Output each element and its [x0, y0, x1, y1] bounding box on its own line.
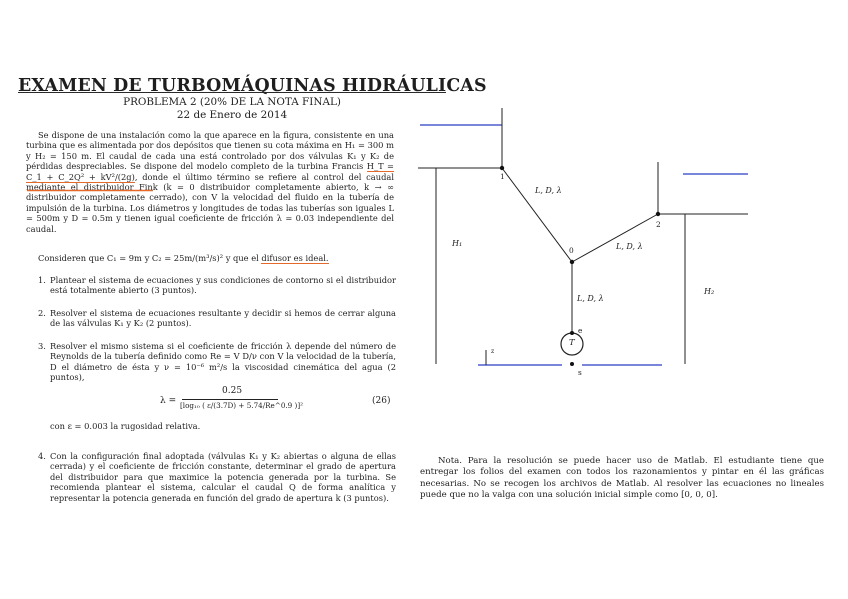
node-0-label: 0 [569, 246, 574, 255]
node-0-dot [570, 260, 574, 264]
question-text: Plantear el sistema de ecuaciones y sus condiciones de contorno si el distribuidor está totalmente abierto (3 puntos). [50, 275, 396, 296]
pipe-2-label: L, D, λ [616, 242, 643, 251]
h2-label: H₂ [704, 287, 715, 296]
node-2-label: 2 [656, 220, 661, 229]
node-s-label: s [578, 368, 582, 377]
roughness-line: con ε = 0.003 la rugosidad relativa. [50, 421, 201, 431]
equation-lhs: λ = [160, 396, 177, 406]
z-axis-label: z [491, 348, 495, 355]
question-number: 4. [38, 451, 46, 461]
matlab-note: Nota. Para la resolución se puede hacer uso de Matlab. El estudiante tiene que entregar los folios del examen con todos los razonamientos y pintar en él las gráficas necesarias. No se recogen los archivos de Matlab. Al resolver las ecuaciones no lineales puede que no la valga con una solución inicial simple como [0, 0, 0]. [420, 456, 824, 501]
pipe-3-label: L, D, λ [577, 294, 604, 303]
problem-subtitle: PROBLEMA 2 (20% DE LA NOTA FINAL) [123, 96, 341, 108]
question-text: Con la configuración final adoptada (válvulas K₁ y K₂ abiertas o alguna de ellas cerrada) y el coeficiente de fricción constante, determinar el grado de apertura del distribuidor para que maximice la potencia generada por la turbina. Se recomienda plantear el sistema, calcular el caudal Q de forma analítica y representar la potencia generada en función del grado de apertura k (3 puntos). [50, 451, 396, 503]
diffuser-ideal-highlight: difusor es ideal. [261, 253, 329, 263]
statement-text-2: , donde el último término se refiere al control del caudal mediante el distribuidor Fink (k = 0 distribuidor completamente abierto, k → ∞ distribuidor completamente cerrado), con V la velocidad del fluido en la tubería de impulsión de la turbina. Los diámetros y longitudes de todas las tuberías son iguales L = 500m y D = 0.5m y tienen igual coeficiente de fricción λ = 0.03 independiente del caudal. [26, 171, 394, 234]
question-number: 1. [38, 275, 46, 285]
question-number: 2. [38, 308, 46, 318]
question-text: Resolver el mismo sistema si el coeficiente de fricción λ depende del número de Reynolds de la tubería definido como Re = V D/ν con V la velocidad de la tubería, D el diámetro de ésta y ν = 10⁻⁶ m²/s la viscosidad cinemática del agua (2 puntos), [50, 341, 396, 383]
equation-denominator: [log₁₀ ( ε/(3.7D) + 5.74/Re^0.9 )]² [180, 401, 304, 410]
node-e-label: e [578, 326, 583, 335]
exam-title: EXAMEN DE TURBOMÁQUINAS HIDRÁULICAS [18, 76, 487, 96]
statement-text-1: Se dispone de una instalación como la que aparece en la figura, consistente en una turbina que es alimentada por dos depósitos que tienen su cota máxima en H₁ = 300 m y H₂ = 150 m. El caudal de cada una está controlado por dos válvulas K₁ y K₂ de pérdidas despreciables. Se dispone del modelo completo de la turbina Francis [26, 130, 394, 172]
question-number: 3. [38, 341, 46, 351]
constants-text: Consideren que C₁ = 9m y C₂ = 25m/(m³/s)² y que el [38, 253, 262, 263]
pipe-1 [502, 168, 572, 262]
node-1-dot [500, 166, 504, 170]
pipe-2 [572, 214, 658, 262]
exam-date: 22 de Enero de 2014 [176, 109, 288, 121]
equation-number: (26) [372, 396, 391, 406]
node-1-label: 1 [500, 172, 505, 181]
equation-numerator: 0.25 [222, 386, 243, 396]
node-e-dot [570, 331, 574, 335]
node-s-dot [570, 362, 574, 366]
question-text: Resolver el sistema de ecuaciones resultante y decidir si hemos de cerrar alguna de las válvulas K₁ y K₂ (2 puntos). [50, 308, 396, 329]
turbine-model-formula: H_T = C_1 + C_2Q² + kV²/(2g) [26, 161, 394, 182]
pipe-1-label: L, D, λ [535, 186, 562, 195]
h1-label: H₁ [452, 239, 463, 248]
turbine-label: T [569, 338, 575, 348]
node-2-dot [656, 212, 660, 216]
